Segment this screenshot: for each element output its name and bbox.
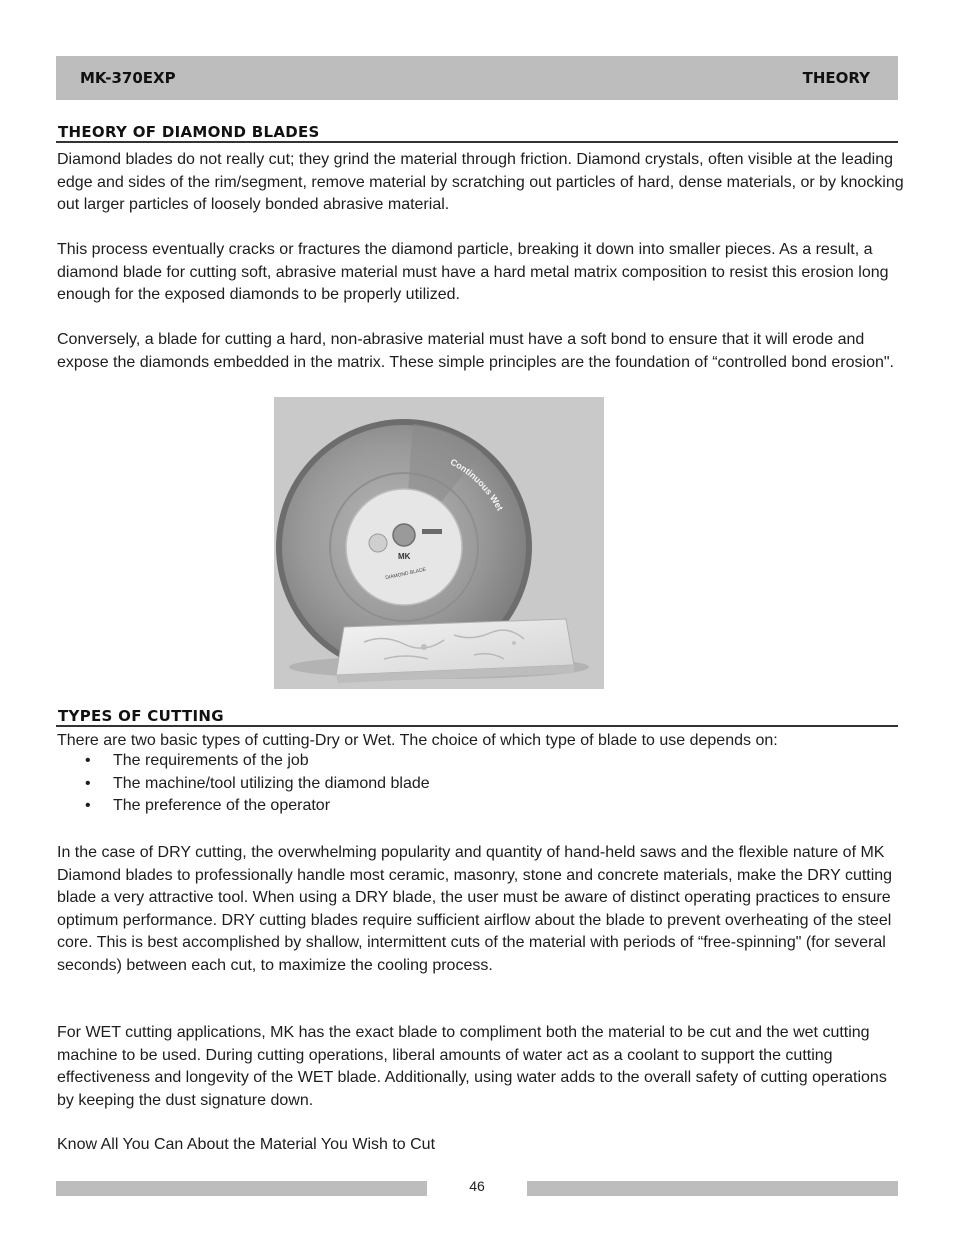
paragraph-cutting-intro: There are two basic types of cutting-Dry or Wet. The choice of which type of blade to use depends on: <box>57 732 778 749</box>
list-item-text: The machine/tool utilizing the diamond blade <box>113 774 430 792</box>
bullet-marker: • <box>85 752 91 769</box>
list-item <box>57 773 430 796</box>
paragraph-dry-cutting: In the case of DRY cutting, the overwhelming popularity and quantity of hand-held saws and the flexible nature of MK Diamond blades to professionally handle most ceramic, masonry, stone and concrete materials, make the DRY cutting blade a very attractive tool. When using a DRY blade, the user must be aware of distinct operating practices to ensure optimum performance. DRY cutting blades require sufficient airflow about the blade to prevent overheating of the steel core. This is best accomplished by shallow, intermittent cuts of the material with periods of “free-spinning" (for several seconds) between each cut, to maximize the cooling process. <box>57 844 893 974</box>
paragraph-know-material: Know All You Can About the Material You Wish to Cut <box>57 1136 436 1153</box>
footer-bar-left <box>56 1181 427 1196</box>
list-item-text: The preference of the operator <box>113 797 331 814</box>
list-item <box>57 795 430 818</box>
header-section: THEORY <box>802 69 870 87</box>
list-item <box>57 750 430 773</box>
list-item-text: The requirements of the job <box>113 752 309 769</box>
blade-diamond-text: DIAMOND BLADE <box>384 566 427 582</box>
bullet-marker: • <box>85 774 91 792</box>
bullet-marker: • <box>85 797 91 814</box>
page-number: 46 <box>469 1178 485 1194</box>
blade-brand-text: MK <box>398 552 411 561</box>
section-heading-types-of-cutting: TYPES OF CUTTING <box>56 706 898 727</box>
blade-continuous-wet-text: Continuous Wet <box>448 456 506 513</box>
paragraph-soft-bond: Conversely, a blade for cutting a hard, non-abrasive material must have a soft bond to ensure that it will erode and expose the diamonds embedded in the matrix. These simple principles are the foundation of “controlled bond erosion". <box>57 331 894 371</box>
header-model: MK-370EXP <box>80 69 176 87</box>
paragraph-diamond-grinding: Diamond blades do not really cut; they grind the material through friction. Diamond crystals, often visible at the leading edge and sides of the rim/segment, remove material by scratching out particles of hard, dense materials, or by knocking out larger particles of loosely bonded abrasive material. <box>57 151 904 213</box>
cutting-factors-list <box>57 750 430 818</box>
paragraph-wet-cutting: For WET cutting applications, MK has the exact blade to compliment both the material to be cut and the wet cutting machine to be used. During cutting operations, liberal amounts of water act as a coolant to support the cutting effectiveness and longevity of the WET blade. Additionally, using water adds to the overall safety of cutting operations by keeping the dust signature down. <box>57 1024 887 1109</box>
paragraph-particle-fracture: This process eventually cracks or fractures the diamond particle, breaking it down into smaller pieces. As a result, a diamond blade for cutting soft, abrasive material must have a hard metal matrix composition to resist this erosion long enough for the exposed diamonds to be properly utilized. <box>57 241 889 303</box>
page-header-bar <box>56 56 898 100</box>
diamond-blade-photo <box>274 397 604 689</box>
section-heading-diamond-blades: THEORY OF DIAMOND BLADES <box>56 122 898 143</box>
footer-bar-right <box>527 1181 898 1196</box>
